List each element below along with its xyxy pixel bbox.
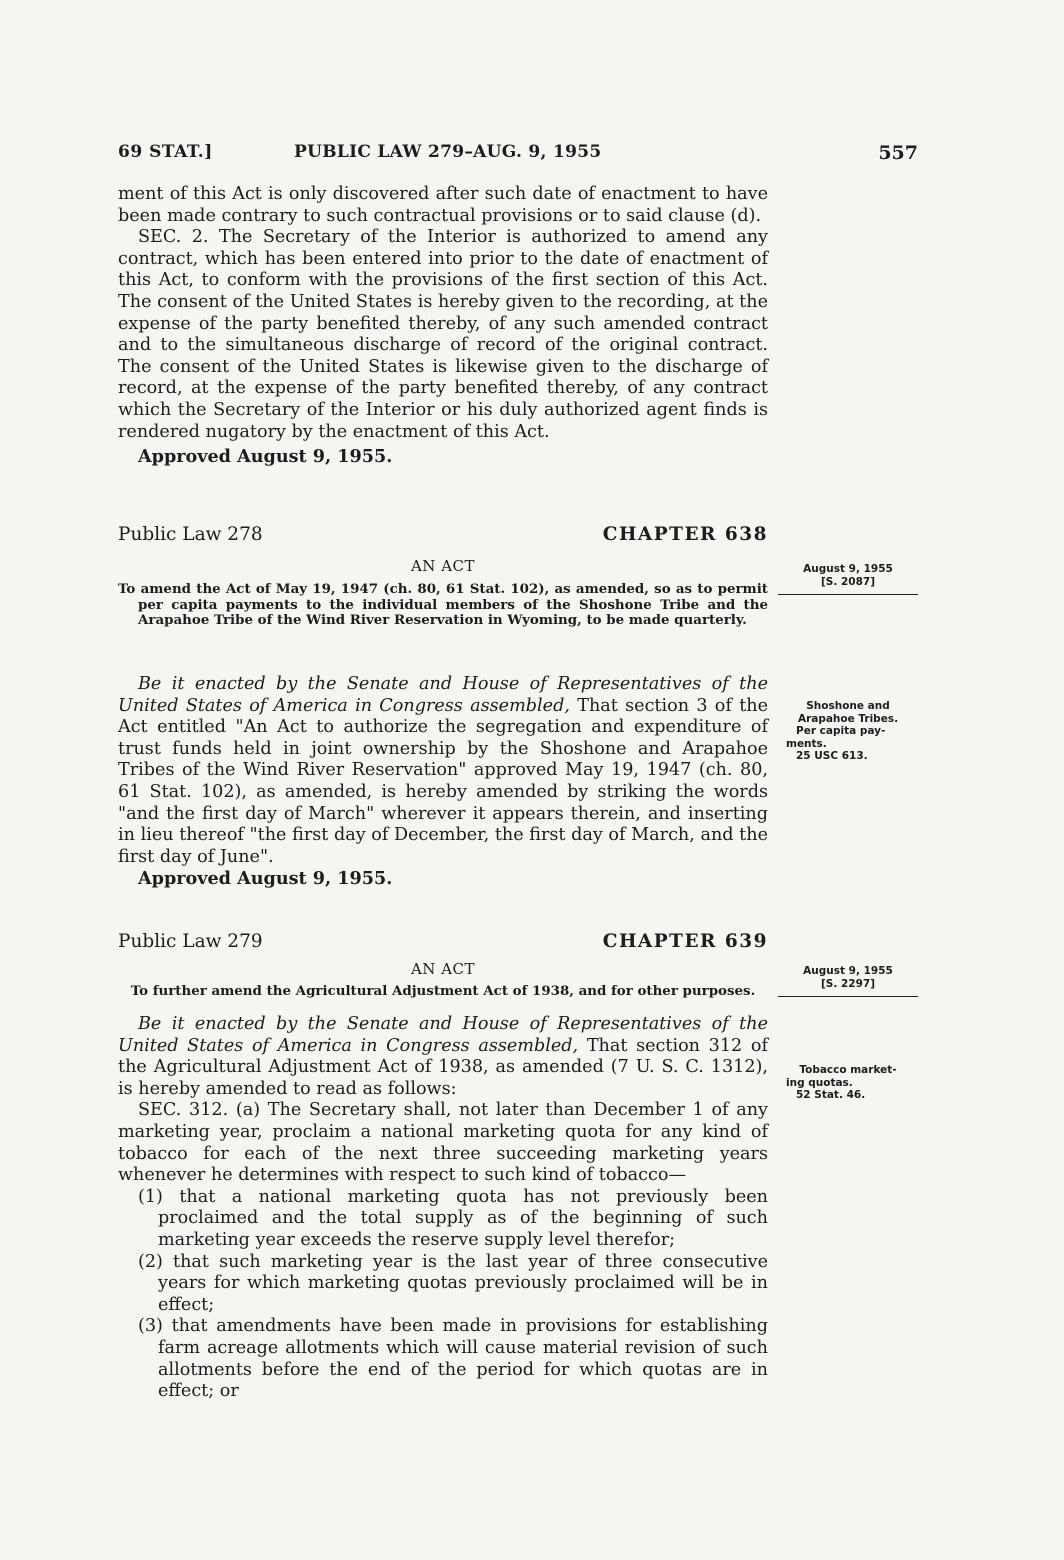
header-title: PUBLIC LAW 279–AUG. 9, 1955 <box>294 142 602 162</box>
margin-topic-line: ing quotas. <box>786 1076 853 1089</box>
approved-line: Approved August 9, 1955. <box>138 868 393 890</box>
margin-topic-line: Arapahoe Tribes. <box>797 712 899 725</box>
statute-volume: 69 STAT.] <box>118 142 213 162</box>
running-header <box>118 142 918 166</box>
enacting-clause: Be it enacted by the Senate and House of Representatives of the United States of America in Congress assembled, <box>118 1014 768 1056</box>
margin-topic-line: 52 Stat. 46. <box>796 1089 866 1101</box>
act-summary <box>118 582 768 629</box>
law-279-text <box>118 1014 768 1403</box>
section-312-paragraph: SEC. 312. (a) The Secretary shall, not later than December 1 of any marketing year, proclaim a national marketing quota for any kind of tobacco for each of the next three succeeding marketing years whenever he determines with respect to such kind of tobacco— <box>118 1100 768 1186</box>
section-2-paragraph: SEC. 2. The Secretary of the Interior is authorized to amend any contract, which has been entered into prior to the date of enactment of this Act, to conform with the provisions of the first section of this Act. The consent of the United States is hereby given to the recording, at the expense of the party benefited thereby, of any such amended contract and to the simultaneous discharge of record of the original contract. The consent of the United States is likewise given to the discharge of record, at the expense of the party benefited thereby, of any contract which the Secretary of the Interior or his duly authorized agent finds is rendered nugatory by the enactment of this Act. <box>118 227 768 442</box>
margin-topic-line: Shoshone and <box>806 700 890 712</box>
law-278-heading <box>118 524 768 550</box>
margin-date: August 9, 1955 <box>803 965 893 977</box>
page-number: 557 <box>878 142 918 164</box>
continuation-paragraph: ment of this Act is only discovered after such date of enactment to have been made contrary to such contractual provisions or to said clause (d). <box>118 184 768 226</box>
enacting-body: That section 3 of the Act entitled "An Act to authorize the segregation and expenditure of trust funds held in joint ownership by the Shoshone and Arapahoe Tribes of the Wind River Reservation" approved May 19, 1947 (ch. 80, 61 Stat. 102), as amended, is hereby amended by striking the words "and the first day of March" wherever it appears therein, and inserting in lieu thereof "the first day of December, the first day of March, and the first day of June". <box>118 695 769 867</box>
public-law-number: Public Law 279 <box>118 931 263 952</box>
margin-topic-note <box>778 700 918 763</box>
approved-line: Approved August 9, 1955. <box>138 446 393 468</box>
enacting-clause: Be it enacted by the Senate and House of Representatives of the United States of America in Congress assembled, <box>118 674 768 716</box>
margin-topic-line: ments. <box>786 737 827 750</box>
margin-topic-note <box>778 1064 918 1102</box>
list-item: (2) that such marketing year is the last year of three consecutive years for which marketing quotas previously proclaimed will be in effect; <box>138 1251 768 1315</box>
continuation-text <box>118 184 768 468</box>
chapter-number: CHAPTER 639 <box>602 931 768 952</box>
list-item: (1) that a national marketing quota has not previously been proclaimed and the total supply as of the beginning of such marketing year exceeds the reserve supply level therefor; <box>138 1186 768 1250</box>
an-act-label: AN ACT <box>410 557 476 575</box>
enacting-body: That section 312 of the Agricultural Adjustment Act of 1938, as amended (7 U. S. C. 1312), is hereby amended to read as follows: <box>118 1035 768 1099</box>
margin-bill-number: [S. 2087] <box>820 575 876 588</box>
chapter-number: CHAPTER 638 <box>602 524 768 545</box>
public-law-number: Public Law 278 <box>118 524 263 545</box>
law-278-text <box>118 674 768 890</box>
law-279-heading <box>118 931 768 957</box>
act-summary <box>118 984 768 1000</box>
margin-date-note <box>778 563 918 595</box>
enacting-paragraph <box>118 674 768 868</box>
an-act-label: AN ACT <box>410 960 476 978</box>
act-summary-text: To amend the Act of May 19, 1947 (ch. 80, 61 Stat. 102), as amended, so as to permit per capita payments to the individual members of the Shoshone Tribe and the Arapahoe Tribe of the Wind River Reservation in Wyoming, to be made quarterly. <box>118 581 768 628</box>
enacting-paragraph <box>118 1014 768 1100</box>
margin-topic-line: Tobacco market- <box>799 1064 897 1076</box>
act-summary-text: To further amend the Agricultural Adjustment Act of 1938, and for other purposes. <box>130 983 756 999</box>
margin-date-note <box>778 965 918 997</box>
margin-bill-number: [S. 2297] <box>820 977 876 990</box>
margin-topic-line: Per capita pay- <box>796 725 886 737</box>
list-item: (3) that amendments have been made in provisions for establishing farm acreage allotments which will cause material revision of such allotments before the end of the period for which quotas are in effect; or <box>138 1316 768 1402</box>
margin-topic-line: 25 USC 613. <box>796 750 868 762</box>
margin-date: August 9, 1955 <box>803 563 893 575</box>
